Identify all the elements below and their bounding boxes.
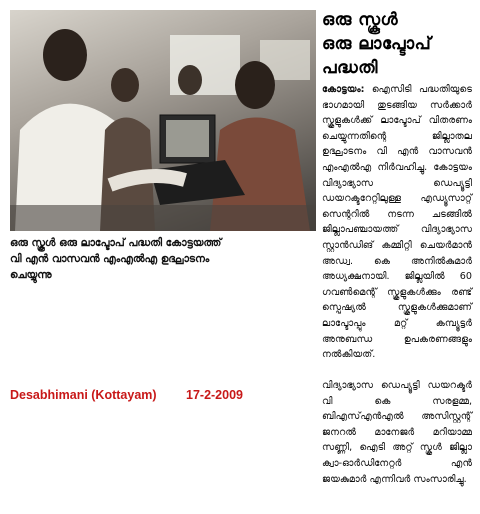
headline-line-1: ഒരു സ്കൂൾ bbox=[322, 10, 399, 30]
photo-icon bbox=[10, 10, 316, 231]
newspaper-name: Desabhimani (Kottayam) bbox=[10, 388, 157, 402]
article-dateline: കോട്ടയം: bbox=[322, 84, 365, 95]
caption-line-1: ഒരു സ്കൂൾ ഒരു ലാപ്ടോപ് പദ്ധതി കോട്ടയത്ത് bbox=[10, 237, 222, 249]
caption-line-3: ചെയ്യുന്നു bbox=[10, 269, 52, 281]
news-photo bbox=[10, 10, 316, 231]
headline-line-2: ഒരു ലാപ്ടോപ് bbox=[322, 34, 432, 54]
article-body bbox=[322, 82, 472, 363]
article-continuation bbox=[322, 378, 472, 487]
publication-date: 17-2-2009 bbox=[186, 388, 243, 402]
photo-caption bbox=[10, 235, 316, 283]
caption-line-2: വി എൻ വാസവൻ എംഎൽഎ ഉദ്ഘാടനം bbox=[10, 253, 210, 265]
article-paragraph-1: ഐസിടി പദ്ധതിയുടെ ഭാഗമായി തുടങ്ങിയ സർക്കാർ സ്കൂളുകൾക്ക് ലാപ്ടോപ് വിതരണം ചെയ്യുന്നതിന്റെ ജില്ലാതല ഉദ്ഘാടനം വി എൻ വാസവൻ എംഎൽഎ നിർവഹിച്ചു. കോട്ടയം വിദ്യാഭ്യാസ ഡെപ്യൂട്ടി ഡയറക്ടറേറ്റിലുള്ള എഡ്യൂസാറ്റ് സെന്ററിൽ നടന്ന ചടങ്ങിൽ ജില്ലാപഞ്ചായത്ത് വിദ്യാഭ്യാസ സ്റ്റാൻഡിങ് കമ്മിറ്റി ചെയർമാൻ അഡ്വ. കെ അനിൽകുമാർ അധ്യക്ഷനായി. ജില്ലയിൽ 60 ഗവൺമെന്റ് സ്കൂളുകൾക്കും രണ്ട് സ്പെഷ്യൽ സ്കൂളുകൾക്കുമാണ് ലാപ്ടോപ്പും മറ്റ് കമ്പ്യൂട്ടർ അനുബന്ധ ഉപകരണങ്ങളും നൽകിയത്. bbox=[322, 84, 472, 361]
headline bbox=[322, 8, 472, 80]
article-paragraph-2: വിദ്യാഭ്യാസ ഡെപ്യൂട്ടി ഡയറക്ടർ വി കെ സരളമ്മ, ബിഎസ്എൻഎൽ അസിസ്റ്റന്റ് ജനറൽ മാനേജർ മറിയാമ്മ സണ്ണി, ഐടി അറ്റ് സ്കൂൾ ജില്ലാ ക്വാ-ഓർഡിനേറ്റർ എൻ ജയകുമാർ എന്നിവർ സംസാരിച്ചു. bbox=[322, 380, 472, 485]
headline-line-3: പദ്ധതി bbox=[322, 58, 378, 78]
